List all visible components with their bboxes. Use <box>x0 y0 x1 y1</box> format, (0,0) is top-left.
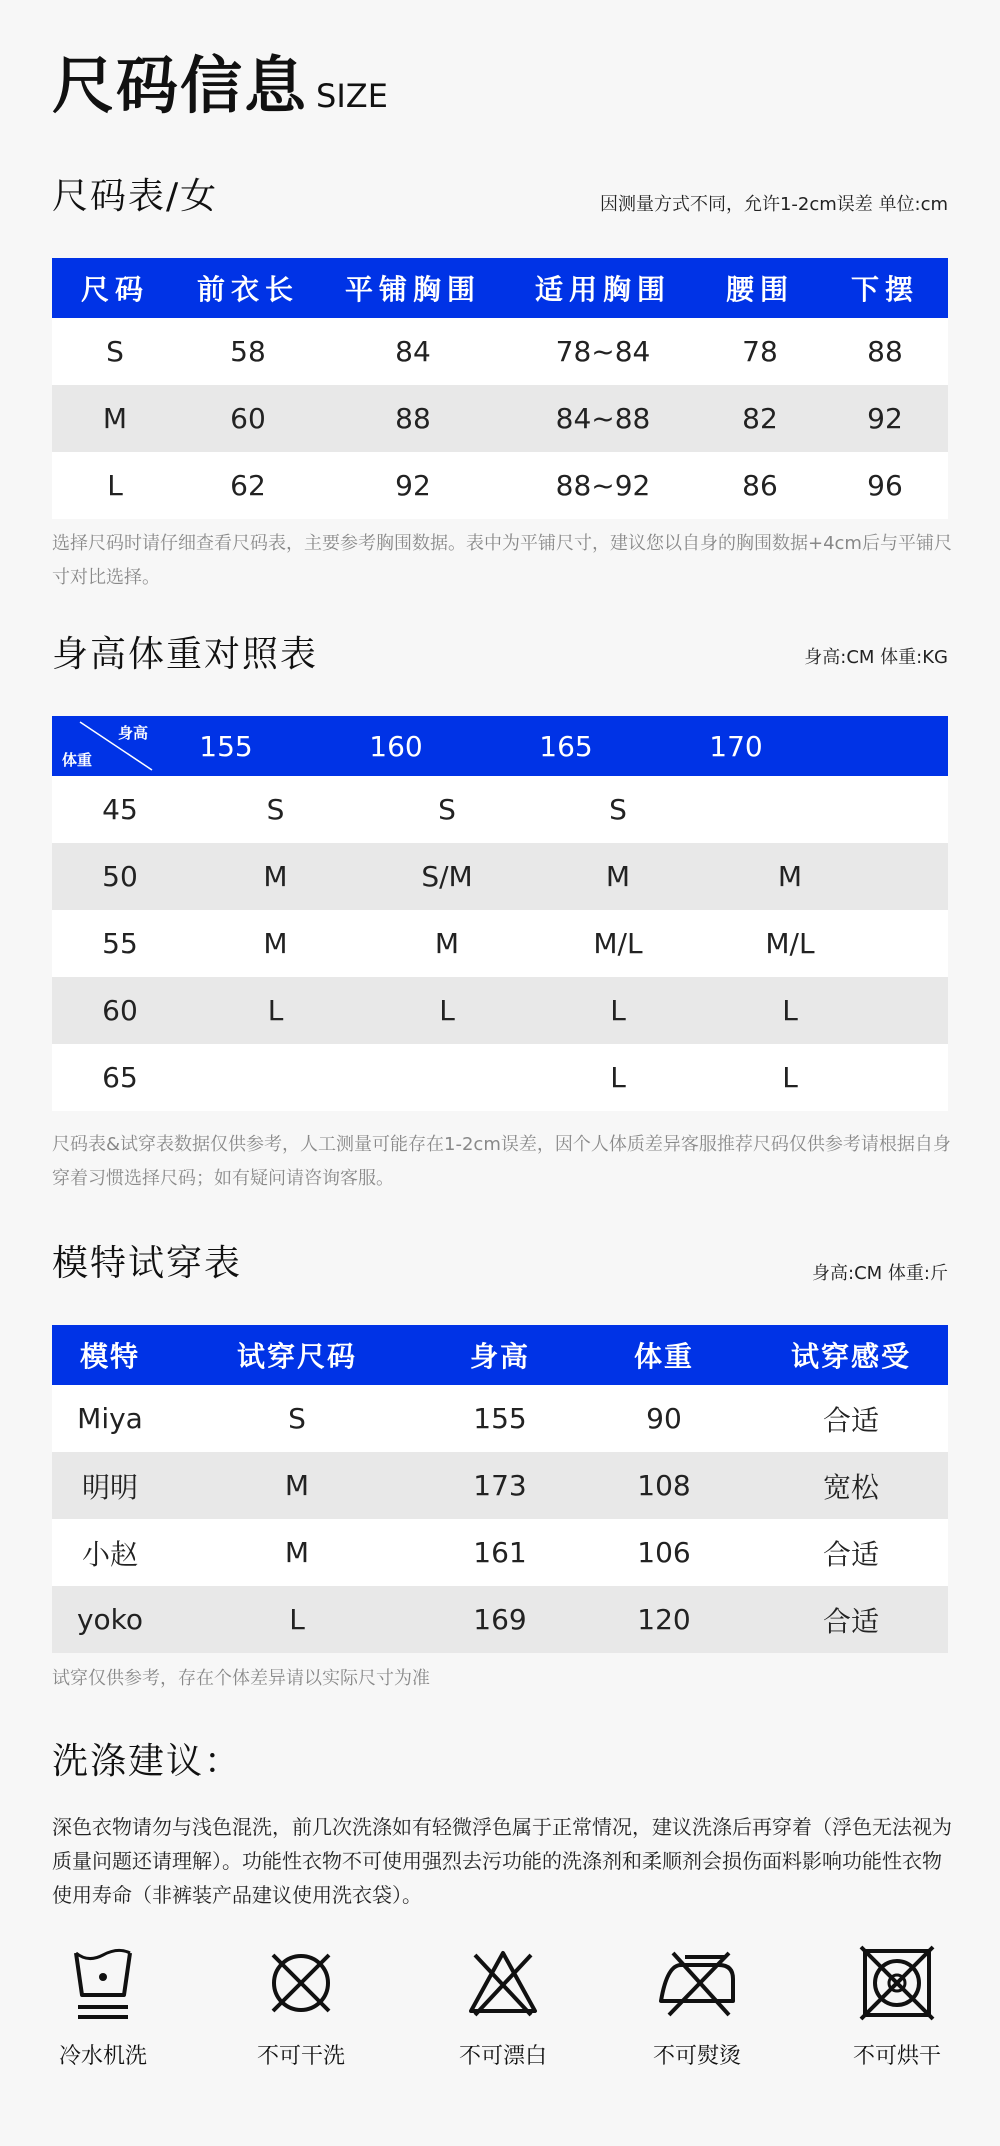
size-col-header: 腰围 <box>725 273 794 306</box>
table-cell: 120 <box>637 1603 691 1636</box>
table-cell: 86 <box>742 469 778 502</box>
table-cell: 50 <box>102 860 138 893</box>
table-cell: 60 <box>102 994 138 1027</box>
model-col-header: 体重 <box>633 1340 694 1373</box>
table-cell: M/L <box>593 927 643 960</box>
size-chart-footnote: 选择尺码时请仔细查看尺码表，主要参考胸围数据。表中为平铺尺寸，建议您以自身的胸围数据+4cm后与平铺尺寸对比选择。 <box>52 533 952 588</box>
size-col-header: 前衣长 <box>196 273 299 306</box>
washing-text: 深色衣物请勿与浅色混洗，前几次洗涤如有轻微浮色属于正常情况，建议洗涤后再穿着（浮色无法视为质量问题还请理解）。功能性衣物不可使用强烈去污功能的洗涤剂和柔顺剂会损伤面料影响功能性衣物使用寿命（非裤装产品建议使用洗衣袋）。 <box>52 1815 952 1907</box>
no-tumble-dry-icon <box>859 1945 935 2021</box>
hw-corner-cell <box>52 716 156 776</box>
care-item-no-tumble-dry <box>832 1945 962 2070</box>
hw-corner-weight: 体重 <box>62 751 93 769</box>
care-item-no-bleach <box>438 1945 568 2070</box>
table-cell: S/M <box>421 860 473 893</box>
table-cell: 明明 <box>81 1470 138 1504</box>
hw-height-header: 170 <box>709 729 763 763</box>
size-chart-header <box>52 258 948 318</box>
table-cell: L <box>267 994 284 1027</box>
care-item-cold-wash <box>38 1945 168 2070</box>
washing-title: 洗涤建议： <box>52 1741 243 1782</box>
table-cell: 92 <box>395 469 431 502</box>
size-col-header: 适用胸围 <box>534 273 671 306</box>
table-cell: 82 <box>742 402 778 435</box>
table-cell: M <box>434 927 460 960</box>
table-row <box>52 1586 948 1653</box>
hw-chart-title: 身高体重对照表 <box>52 634 319 675</box>
table-cell: 合适 <box>822 1604 879 1638</box>
table-row <box>52 1452 948 1519</box>
table-cell: S <box>106 335 124 368</box>
table-cell: 92 <box>867 402 903 435</box>
model-chart-note: 身高:CM 体重:斤 <box>812 1263 948 1284</box>
table-cell: M <box>263 860 288 893</box>
table-cell: M/L <box>765 927 815 960</box>
table-row <box>52 977 948 1044</box>
table-cell: 合适 <box>822 1537 879 1571</box>
care-label: 不可熨烫 <box>652 2044 741 2069</box>
model-col-header: 身高 <box>469 1340 530 1373</box>
table-cell: 84 <box>395 335 431 368</box>
care-item-no-dry-clean <box>236 1945 366 2070</box>
size-col-header: 下摆 <box>850 273 919 306</box>
care-item-no-iron <box>632 1945 762 2070</box>
model-col-header: 试穿感受 <box>790 1340 911 1373</box>
table-cell: S <box>609 793 627 826</box>
table-cell: M <box>284 1536 310 1569</box>
table-row <box>52 910 948 977</box>
table-cell: 58 <box>230 335 266 368</box>
model-chart-title: 模特试穿表 <box>52 1243 243 1284</box>
hw-height-header: 165 <box>539 729 593 763</box>
table-row <box>52 1044 948 1111</box>
table-cell: S <box>288 1402 306 1435</box>
table-cell: 88~92 <box>555 469 651 502</box>
model-chart-footnote: 试穿仅供参考，存在个体差异请以实际尺寸为准 <box>52 1668 430 1689</box>
table-cell: 169 <box>473 1603 527 1636</box>
no-dry-clean-icon <box>263 1945 339 2021</box>
table-row <box>52 843 948 910</box>
table-cell: M <box>263 927 288 960</box>
model-col-header: 试穿尺码 <box>236 1340 357 1373</box>
table-cell: 宽松 <box>822 1470 879 1504</box>
table-cell: M <box>102 402 128 435</box>
no-iron-icon <box>655 1945 739 2021</box>
hw-chart-table <box>52 716 948 1111</box>
table-cell: 合适 <box>822 1403 879 1437</box>
size-chart-table <box>52 258 948 519</box>
care-label: 不可干洗 <box>256 2044 345 2069</box>
hw-chart-note: 身高:CM 体重:KG <box>804 647 948 668</box>
page-title <box>52 36 388 125</box>
table-cell: 84~88 <box>555 402 651 435</box>
table-cell: 78~84 <box>555 335 651 368</box>
care-label: 不可烘干 <box>852 2044 941 2069</box>
care-label: 不可漂白 <box>458 2044 547 2069</box>
table-cell: M <box>605 860 631 893</box>
hw-chart-header <box>52 716 948 776</box>
table-cell: 90 <box>646 1402 682 1435</box>
size-col-header: 尺码 <box>80 273 149 306</box>
table-cell: L <box>782 994 798 1027</box>
table-cell: S <box>266 793 285 826</box>
hw-chart-footnote: 尺码表&试穿表数据仅供参考，人工测量可能存在1-2cm误差，因个人体质差异客服推荐尺码仅供参考请根据自身穿着习惯选择尺码；如有疑问请咨询客服。 <box>52 1134 951 1189</box>
model-chart-header <box>52 1325 948 1385</box>
table-row <box>52 318 948 385</box>
table-cell: 106 <box>637 1536 691 1569</box>
table-cell: 108 <box>637 1469 691 1502</box>
table-cell: L <box>289 1603 305 1636</box>
table-cell: M <box>777 860 803 893</box>
table-cell: 161 <box>473 1536 527 1569</box>
hw-corner-height: 身高 <box>117 724 148 742</box>
care-label: 冷水机洗 <box>58 2044 147 2069</box>
size-chart-title: 尺码表/女 <box>52 176 219 217</box>
table-row <box>52 452 948 519</box>
table-row <box>52 776 948 843</box>
table-cell: L <box>107 469 123 502</box>
table-row <box>52 1385 948 1452</box>
table-row <box>52 1519 948 1586</box>
table-cell: 155 <box>473 1402 527 1435</box>
model-chart-table <box>52 1325 948 1653</box>
table-cell: 65 <box>102 1061 138 1094</box>
cold-machine-wash-icon <box>68 1945 138 2021</box>
size-chart-note: 因测量方式不同，允许1-2cm误差 单位:cm <box>599 194 948 215</box>
no-bleach-icon <box>465 1945 541 2021</box>
hw-height-header: 155 <box>199 729 253 763</box>
table-cell: 62 <box>230 469 266 502</box>
table-cell: yoko <box>76 1603 144 1636</box>
page-title-en: SIZE <box>316 77 388 115</box>
table-cell: L <box>610 994 626 1027</box>
table-cell: 小赵 <box>81 1537 138 1571</box>
table-cell: L <box>610 1061 626 1094</box>
table-cell: S <box>438 793 456 826</box>
table-cell: 55 <box>102 927 138 960</box>
table-cell: 88 <box>867 335 903 368</box>
page-title-cn: 尺码信息 <box>52 49 309 122</box>
size-col-header: 平铺胸围 <box>344 273 481 306</box>
table-cell: 96 <box>867 469 903 502</box>
table-cell: 78 <box>742 335 778 368</box>
table-row <box>52 385 948 452</box>
table-cell: L <box>439 994 455 1027</box>
table-cell: Miya <box>77 1402 143 1435</box>
table-cell: 173 <box>473 1469 527 1502</box>
table-cell: 60 <box>230 402 266 435</box>
hw-height-header: 160 <box>369 729 423 763</box>
table-cell: M <box>284 1469 310 1502</box>
table-cell: 45 <box>102 793 138 826</box>
model-col-header: 模特 <box>79 1340 140 1373</box>
table-cell: 88 <box>395 402 431 435</box>
table-cell: L <box>782 1061 798 1094</box>
